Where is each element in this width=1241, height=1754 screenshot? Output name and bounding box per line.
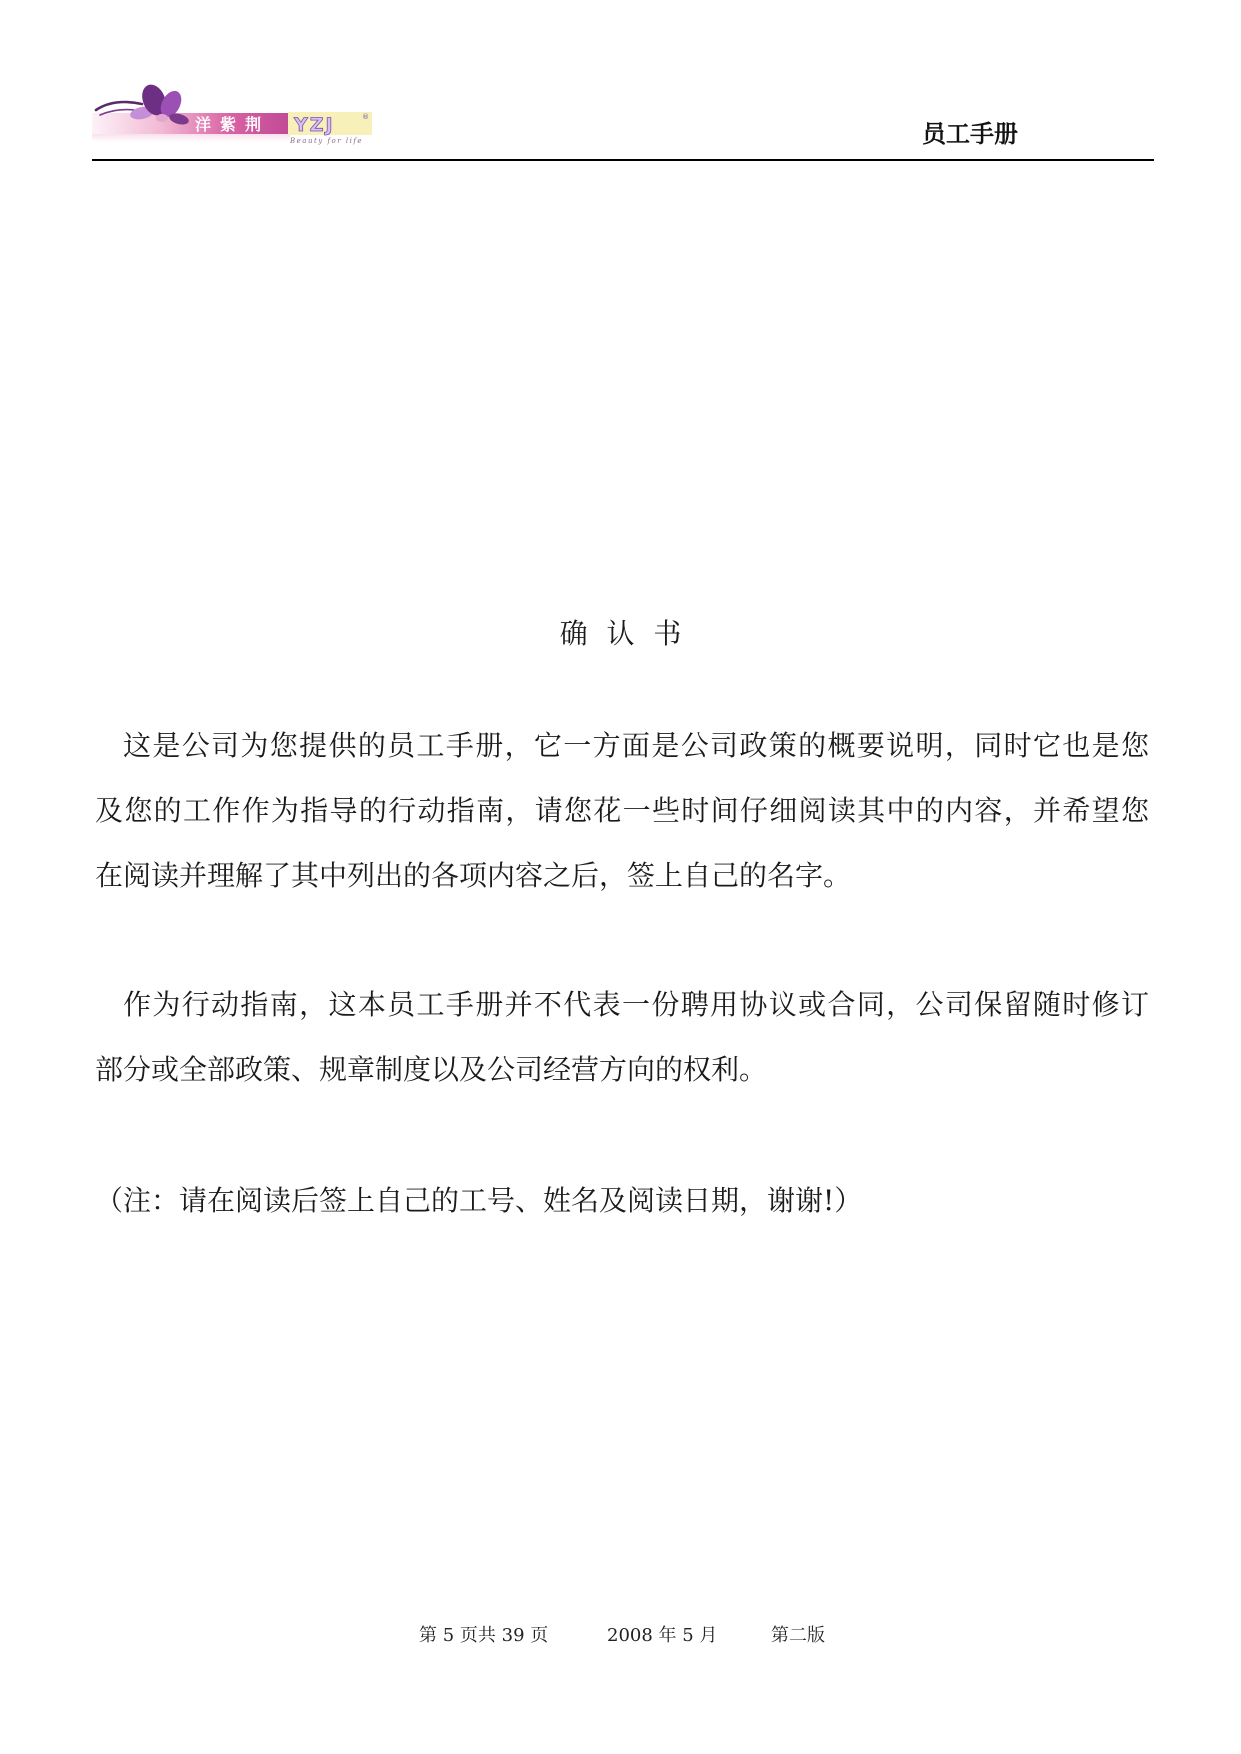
footer-edition: 第二版 — [771, 1625, 825, 1646]
paragraph-line: 这是公司为您提供的员工手册，它一方面是公司政策的概要说明，同时它也是您 — [123, 729, 1149, 762]
logo-brand-cn: 洋紫荆 — [195, 115, 271, 134]
logo-brand-en: YZJ — [294, 114, 335, 136]
header-divider — [92, 159, 1154, 161]
logo-band-fade — [92, 134, 290, 142]
paragraph-intro — [95, 713, 1149, 908]
paragraph-disclaimer — [95, 972, 1149, 1102]
logo-tagline: Beauty for life — [290, 137, 364, 145]
document-title: 确 认 书 — [559, 617, 687, 650]
paragraph-line: 及您的工作作为指导的行动指南，请您花一些时间仔细阅读其中的内容，并希望您 — [95, 794, 1149, 827]
footer-date: 2008 年 5 月 — [607, 1625, 718, 1646]
company-logo — [92, 84, 376, 146]
footer-page-number: 第 5 页共 39 页 — [419, 1625, 549, 1646]
paragraph-line: 在阅读并理解了其中列出的各项内容之后，签上自己的名字。 — [95, 859, 852, 892]
signature-note: （注：请在阅读后签上自己的工号、姓名及阅读日期，谢谢!） — [95, 1184, 863, 1217]
logo-registered-mark: ® — [362, 113, 369, 121]
header-title: 员工手册 — [922, 120, 1018, 148]
paragraph-line: 作为行动指南，这本员工手册并不代表一份聘用协议或合同，公司保留随时修订 — [123, 988, 1149, 1021]
paragraph-line: 部分或全部政策、规章制度以及公司经营方向的权利。 — [95, 1053, 768, 1086]
